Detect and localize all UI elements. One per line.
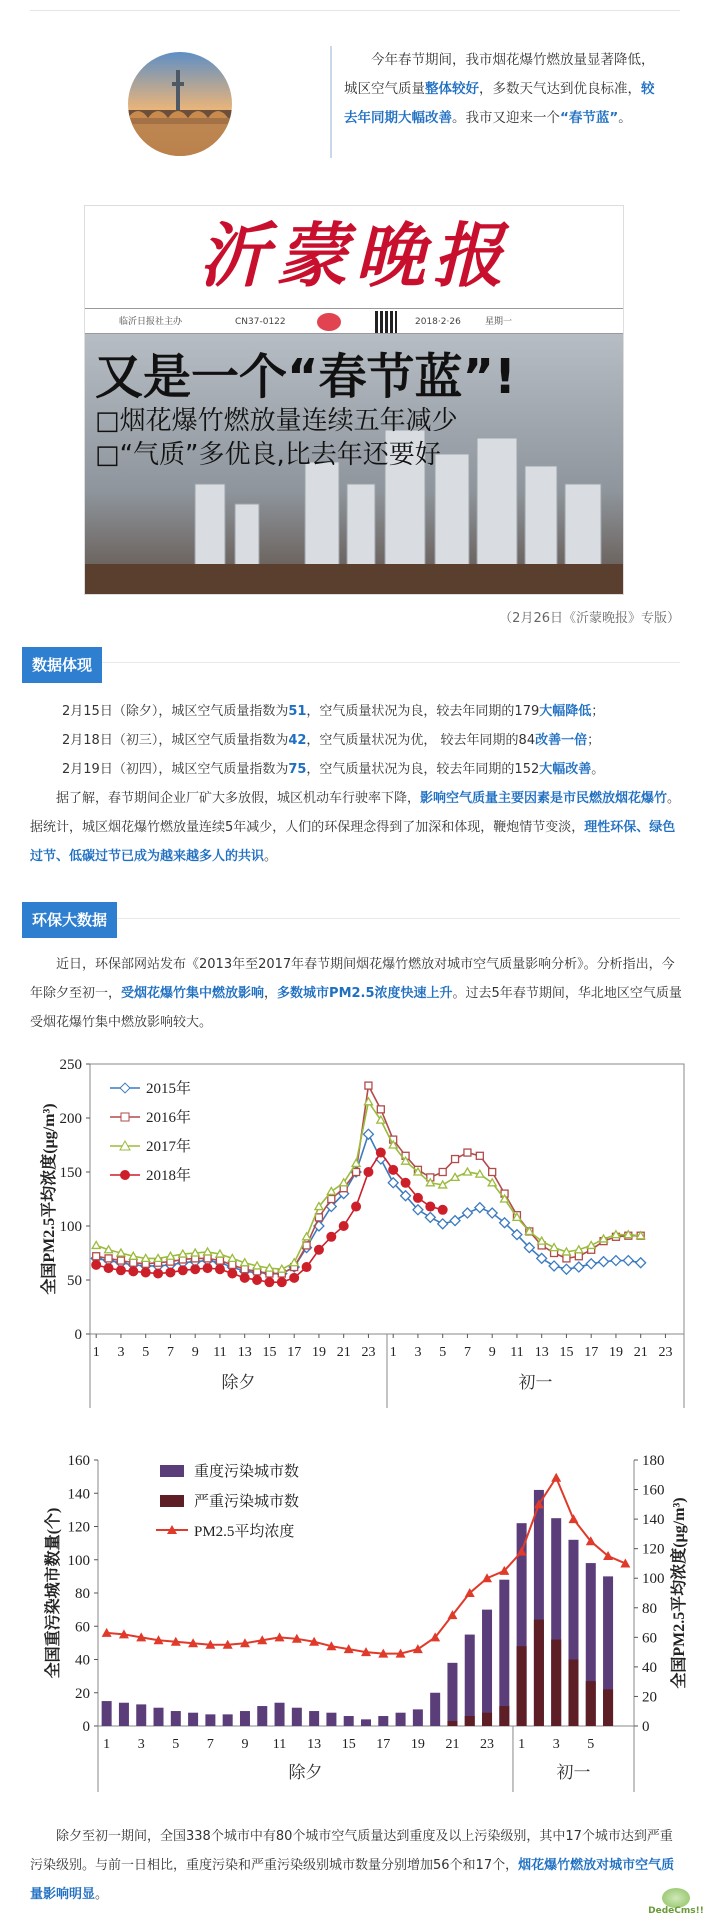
x-tick-label: 23	[480, 1737, 495, 1752]
data-point	[93, 1253, 100, 1260]
y-tick-label-left: 120	[67, 1519, 90, 1536]
x-tick-label: 15	[262, 1345, 277, 1360]
legend-label: 2015年	[146, 1081, 192, 1097]
y-tick-label-left: 100	[67, 1552, 90, 1569]
bar-heavy	[499, 1580, 509, 1726]
data-point	[229, 1261, 236, 1268]
data-point	[240, 1273, 250, 1283]
data-point	[190, 1264, 200, 1274]
x-tick-label: 19	[410, 1737, 425, 1752]
top-divider	[30, 10, 680, 11]
y-tick-label-left: 20	[75, 1685, 90, 1702]
data-point	[91, 1260, 101, 1270]
x-tick-label: 9	[191, 1345, 199, 1360]
x-tick-label: 1	[389, 1345, 397, 1360]
x-tick-label: 11	[510, 1345, 524, 1360]
x-tick-label: 17	[287, 1345, 302, 1360]
data-point	[314, 1245, 324, 1255]
y-tick-label-right: 20	[642, 1689, 657, 1706]
x-tick-label: 19	[311, 1345, 326, 1360]
x-tick-label: 13	[237, 1345, 252, 1360]
bar-severe	[603, 1689, 613, 1726]
data-point	[575, 1253, 582, 1260]
x-tick-label: 19	[608, 1345, 623, 1360]
bar-heavy	[344, 1716, 354, 1726]
newspaper-sub-2: □“气质”多优良,比去年还要好	[95, 440, 441, 470]
section2-paragraph: 近日，环保部网站发布《2013年至2017年春节期间烟花爆竹燃放对城市空气质量影响分析》。分析指出，今年除夕至初一，受烟花爆竹集中燃放影响，多数城市PM2.5浓度快速上升。过去5年春节期间，华北地区空气质量受烟花爆竹集中燃放影响较大。	[30, 957, 682, 1030]
data-point	[599, 1257, 609, 1267]
x-tick-label: 17	[376, 1737, 391, 1752]
data-point	[141, 1267, 151, 1277]
newspaper-date: 2018·2·26	[415, 317, 461, 327]
data-point	[252, 1275, 262, 1285]
x-tick-label: 3	[137, 1737, 145, 1752]
data-point	[438, 1219, 448, 1229]
data-point	[425, 1212, 435, 1222]
y-tick-label-right: 80	[642, 1600, 657, 1617]
legend-label-heavy: 重度污染城市数	[194, 1464, 300, 1480]
x-tick-label: 3	[552, 1737, 560, 1752]
data-point	[561, 1264, 571, 1274]
newspaper-masthead: 沂蒙晚报	[199, 214, 511, 297]
bar-heavy	[396, 1713, 406, 1726]
data-point	[363, 1129, 373, 1139]
data-point	[315, 1214, 322, 1221]
data-point	[464, 1149, 471, 1156]
y-axis-label: 全国PM2.5平均浓度(μg/m³)	[41, 1103, 58, 1295]
data-point	[302, 1262, 312, 1272]
data-point	[450, 1216, 460, 1226]
data-point	[178, 1265, 188, 1275]
data-point	[130, 1259, 137, 1266]
newspaper-weekday: 星期一	[485, 317, 513, 327]
series-line-2017年	[96, 1102, 641, 1269]
plot-frame	[90, 1064, 684, 1334]
newspaper-logo	[317, 313, 341, 331]
x-group-label: 初一	[518, 1373, 553, 1392]
x-tick-label: 21	[633, 1345, 648, 1360]
bar-heavy	[102, 1701, 112, 1726]
data-point	[476, 1152, 483, 1159]
bar-heavy	[275, 1703, 285, 1726]
y-tick-label: 150	[59, 1165, 82, 1181]
dedecms-logo: DedeCms!!	[648, 1888, 704, 1920]
bar-severe	[447, 1721, 457, 1726]
bar-severe	[568, 1660, 578, 1727]
data-point	[425, 1202, 435, 1212]
legend-label: 2017年	[146, 1139, 192, 1155]
newspaper-headline: 又是一个“春节蓝”!	[95, 349, 516, 405]
bar-heavy	[205, 1714, 215, 1726]
data-point	[104, 1263, 114, 1273]
data-point	[241, 1266, 248, 1273]
data-point	[413, 1193, 423, 1203]
x-tick-label: 11	[272, 1737, 287, 1752]
bar-heavy	[430, 1693, 440, 1726]
y-tick-label-left: 40	[75, 1652, 90, 1669]
data-line-3: 2月19日（初四），城区空气质量指数为75，空气质量状况为良，较去年同期的152大幅改善。	[62, 762, 605, 777]
data-point	[339, 1221, 349, 1231]
qr-code	[375, 311, 397, 333]
x-group-label: 除夕	[221, 1373, 256, 1392]
x-tick-label: 13	[307, 1737, 322, 1752]
data-point	[439, 1169, 446, 1176]
bridge-photo	[128, 52, 232, 156]
legend-swatch-severe	[160, 1495, 184, 1507]
x-tick-label: 23	[658, 1345, 673, 1360]
data-point	[216, 1257, 223, 1264]
x-tick-label: 21	[336, 1345, 351, 1360]
newspaper-cn: CN37-0122	[235, 317, 286, 327]
data-point	[203, 1263, 213, 1273]
x-tick-label: 9	[488, 1345, 496, 1360]
bar-severe	[499, 1706, 509, 1726]
data-point	[549, 1261, 559, 1271]
data-point	[353, 1169, 360, 1176]
intro-highlight-2: 较去年同期大幅改善	[344, 81, 655, 126]
pm25-point	[413, 1644, 423, 1653]
data-point	[227, 1269, 237, 1279]
data-point	[204, 1255, 211, 1262]
bar-severe	[534, 1620, 544, 1726]
y-tick-label-left: 80	[75, 1586, 90, 1602]
data-point	[452, 1156, 459, 1163]
bottom-paragraph: 除夕至初一期间，全国338个城市中有80个城市空气质量达到重度及以上污染级别，其中17个城市达到严重污染级别。与前一日相比，重度污染和严重污染级别城市数量分别增加56个和17个，烟花爆竹燃放对城市空气质量影响明显。	[30, 1829, 675, 1902]
bar-heavy	[188, 1713, 198, 1726]
legend-label: 2016年	[146, 1110, 192, 1126]
intro-highlight-3: “春节蓝”	[560, 110, 619, 126]
data-point	[351, 1202, 361, 1212]
newspaper-info-left: 临沂日报社主办	[119, 317, 183, 327]
data-point	[327, 1187, 335, 1194]
data-point	[264, 1277, 274, 1287]
polluted-cities-bar-chart	[34, 1448, 694, 1820]
data-point	[365, 1082, 372, 1089]
y-tick-label-right: 40	[642, 1659, 657, 1676]
y-tick-label-left: 140	[67, 1486, 90, 1503]
section1-body	[30, 697, 685, 871]
bar-heavy	[309, 1711, 319, 1726]
bar-heavy	[240, 1711, 250, 1726]
bar-heavy	[171, 1711, 181, 1726]
y-tick-label-right: 120	[642, 1541, 665, 1558]
legend-label-severe: 严重污染城市数	[194, 1494, 300, 1510]
x-tick-label: 23	[361, 1345, 376, 1360]
y-tick-label-right: 100	[642, 1571, 665, 1588]
section1-paragraph: 据了解，春节期间企业厂矿大多放假，城区机动车行驶率下降，影响空气质量主要因素是市民燃放烟花爆竹。据统计，城区烟花爆竹燃放量连续5年减少，人们的环保理念得到了加深和体现，鞭炮情节变淡，理性环保、绿色过节、低碳过节已成为越来越多人的共识。	[30, 791, 681, 864]
data-point	[303, 1233, 311, 1240]
data-point	[587, 1241, 595, 1248]
bar-heavy	[119, 1703, 129, 1726]
y-tick-label-left: 60	[75, 1619, 90, 1636]
newspaper-sub-1: □烟花爆竹燃放量连续五年减少	[95, 406, 458, 436]
pm25-point	[568, 1514, 578, 1523]
data-point	[563, 1255, 570, 1262]
data-point	[550, 1244, 558, 1251]
bar-heavy	[482, 1610, 492, 1726]
y-tick-label-right: 180	[642, 1453, 665, 1469]
legend-marker	[120, 1170, 130, 1180]
legend-label-pm25: PM2.5平均浓度	[194, 1524, 295, 1540]
bar-heavy	[465, 1635, 475, 1726]
data-point	[92, 1241, 100, 1248]
bar-heavy	[378, 1716, 388, 1726]
x-group-label: 初一	[556, 1763, 591, 1782]
y-tick-label: 100	[59, 1219, 82, 1235]
data-point	[488, 1179, 496, 1186]
y-tick-label: 50	[67, 1273, 82, 1289]
data-point	[328, 1196, 335, 1203]
data-point	[116, 1265, 126, 1275]
data-point	[117, 1257, 124, 1264]
bar-heavy	[136, 1704, 146, 1726]
x-tick-label: 11	[213, 1345, 227, 1360]
data-point	[165, 1267, 175, 1277]
y-tick-label: 250	[59, 1057, 82, 1073]
data-point	[376, 1148, 386, 1158]
data-point	[388, 1165, 398, 1175]
data-point	[636, 1258, 646, 1268]
x-tick-label: 5	[142, 1345, 150, 1360]
data-point	[463, 1168, 471, 1175]
legend-swatch-heavy	[160, 1465, 184, 1477]
section2-divider	[30, 918, 680, 919]
bar-heavy	[361, 1719, 371, 1726]
series-line-2015年	[96, 1134, 641, 1273]
data-point	[153, 1269, 163, 1279]
bar-heavy	[223, 1714, 233, 1726]
pm25-point	[551, 1473, 561, 1482]
legend-marker	[121, 1113, 129, 1121]
data-point	[586, 1259, 596, 1269]
bar-heavy	[257, 1706, 267, 1726]
bar-severe	[465, 1716, 475, 1726]
bar-severe	[586, 1681, 596, 1726]
bar-heavy	[447, 1663, 457, 1726]
x-tick-label: 7	[166, 1345, 174, 1360]
x-tick-label: 5	[587, 1737, 595, 1752]
x-tick-label: 9	[241, 1737, 249, 1752]
section2-title: 环保大数据	[22, 902, 117, 938]
pm25-line-chart	[34, 1050, 694, 1435]
data-point	[611, 1256, 621, 1266]
bar-severe	[482, 1713, 492, 1726]
bar-severe	[551, 1640, 561, 1726]
data-point	[105, 1255, 112, 1262]
y-tick-label-right: 60	[642, 1630, 657, 1647]
data-point	[438, 1205, 448, 1215]
data-point	[377, 1106, 384, 1113]
x-tick-label: 5	[439, 1345, 447, 1360]
y-axis-label-left: 全国重污染城市数量(个)	[45, 1507, 62, 1679]
x-tick-label: 15	[559, 1345, 574, 1360]
image-caption: （2月26日《沂蒙晚报》专版）	[499, 611, 680, 626]
x-tick-label: 1	[92, 1345, 100, 1360]
data-point	[401, 1178, 411, 1188]
section1-title: 数据体现	[22, 647, 102, 683]
bar-severe	[517, 1646, 527, 1726]
x-tick-label: 17	[584, 1345, 599, 1360]
data-point	[215, 1264, 225, 1274]
data-line-2: 2月18日（初三），城区空气质量指数为42，空气质量状况为优， 较去年同期的84改善一倍；	[62, 733, 601, 748]
data-point	[489, 1169, 496, 1176]
data-point	[475, 1203, 485, 1213]
x-tick-label: 7	[206, 1737, 214, 1752]
data-point	[128, 1266, 138, 1276]
data-point	[326, 1232, 336, 1242]
x-tick-label: 5	[172, 1737, 180, 1752]
y-tick-label-right: 0	[642, 1719, 650, 1735]
y-tick-label-left: 0	[82, 1719, 90, 1735]
y-tick-label: 200	[59, 1111, 82, 1127]
data-point	[462, 1208, 472, 1218]
bar-heavy	[154, 1708, 164, 1726]
x-tick-label: 3	[117, 1345, 125, 1360]
legend-label: 2018年	[146, 1168, 192, 1184]
newspaper-image	[84, 205, 624, 595]
y-tick-label-right: 140	[642, 1512, 665, 1529]
intro-text: 今年春节期间，我市烟花爆竹燃放量显著降低，城区空气质量整体较好，多数天气达到优良标准，较去年同期大幅改善。我市又迎来一个“春节蓝”。	[330, 46, 665, 158]
bar-heavy	[326, 1713, 336, 1726]
intro-highlight-1: 整体较好	[425, 81, 479, 97]
data-point	[623, 1256, 633, 1266]
data-line-1: 2月15日（除夕），城区空气质量指数为51，空气质量状况为良，较去年同期的179大幅降低；	[62, 704, 605, 719]
x-tick-label: 13	[534, 1345, 549, 1360]
x-tick-label: 21	[445, 1737, 460, 1752]
legend-marker	[120, 1083, 130, 1093]
y-axis-label-right: 全国PM2.5平均浓度(μg/m³)	[671, 1497, 688, 1689]
data-point	[574, 1262, 584, 1272]
x-tick-label: 1	[103, 1737, 111, 1752]
data-point	[277, 1277, 287, 1287]
section1-divider	[30, 662, 680, 663]
x-tick-label: 7	[463, 1345, 471, 1360]
x-tick-label: 15	[341, 1737, 356, 1752]
x-tick-label: 3	[414, 1345, 422, 1360]
y-tick-label: 0	[74, 1327, 82, 1343]
data-point	[289, 1273, 299, 1283]
x-tick-label: 1	[518, 1737, 526, 1752]
bar-heavy	[292, 1708, 302, 1726]
data-point	[363, 1167, 373, 1177]
y-tick-label-left: 160	[67, 1453, 90, 1469]
y-tick-label-right: 160	[642, 1482, 665, 1499]
x-group-label: 除夕	[288, 1763, 323, 1782]
bar-heavy	[413, 1709, 423, 1726]
pm25-line	[107, 1478, 626, 1654]
